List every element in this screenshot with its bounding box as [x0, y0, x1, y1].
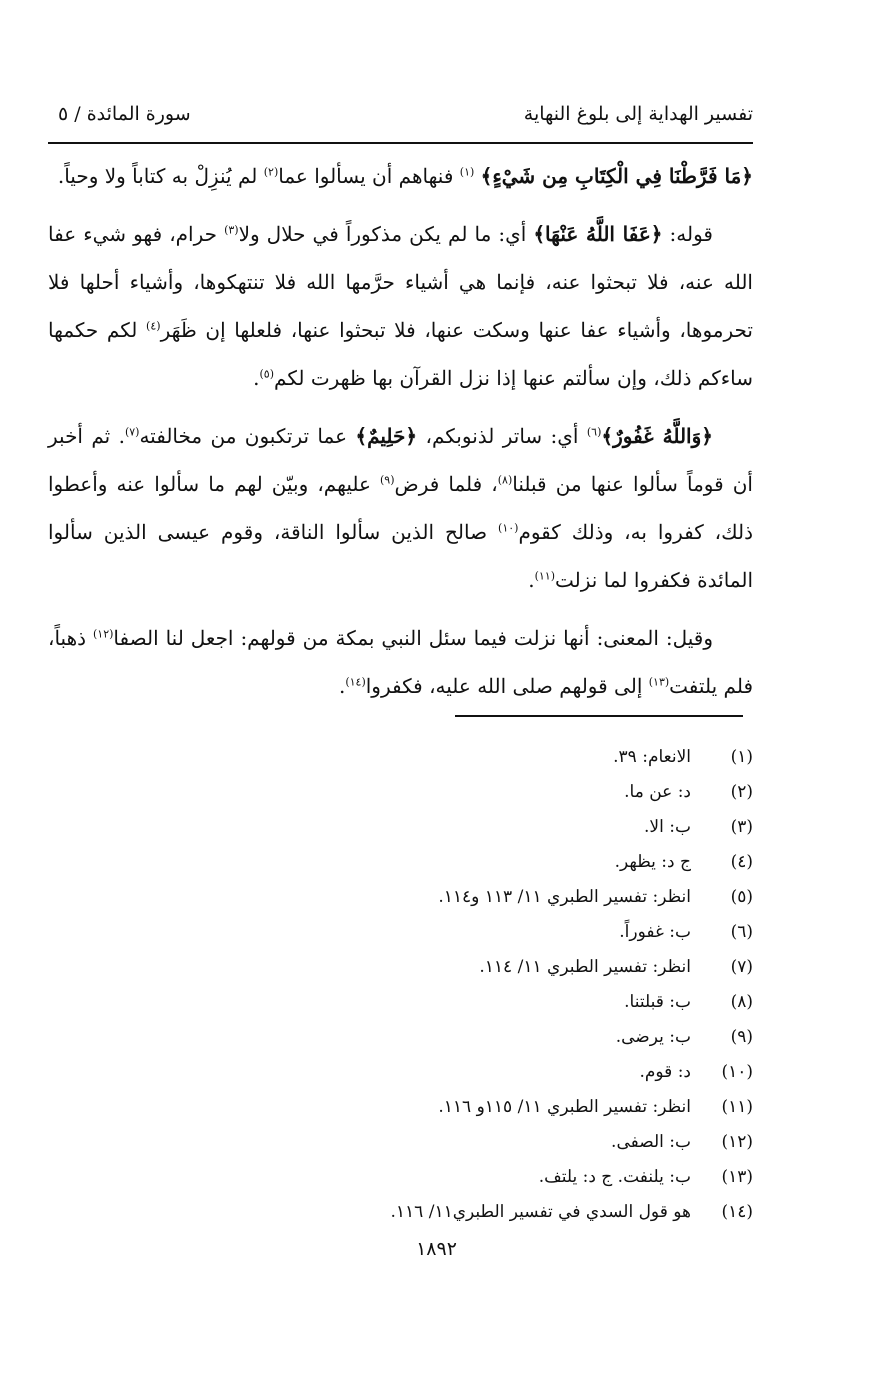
- footnote-marker: (١٣): [648, 675, 670, 689]
- book-title: تفسير الهداية إلى بلوغ النهاية: [523, 103, 753, 125]
- text-run: .: [253, 366, 260, 390]
- text-run: لكم حكمها ساءكم ذلك، وإن سألتم عنها إذا نزل القرآن بها ظهرت لكم: [48, 318, 753, 390]
- footnote-number: (٣): [730, 817, 753, 837]
- footnote-marker: (٤): [146, 319, 161, 333]
- footnote-item: [60, 1195, 753, 1230]
- footnote-text: انظر: تفسير الطبري ١١/ ١١٤.: [479, 957, 691, 977]
- footnote-text: انظر: تفسير الطبري ١١/ ١١٣ و١١٤.: [438, 887, 691, 907]
- footnote-number: (١٣): [721, 1167, 753, 1187]
- text-run: لم يُنزِلْ به كتاباً ولا وحياً.: [57, 164, 264, 188]
- footnote-number: (٤): [730, 852, 753, 872]
- text-run: وقيل: المعنى: أنها نزلت فيما سئل النبي بمكة من قولهم: اجعل لنا الصفا: [113, 626, 713, 650]
- footnote-marker: (١): [459, 165, 475, 179]
- footnote-text: الانعام: ٣٩.: [613, 747, 691, 767]
- footnote-item: [60, 740, 753, 775]
- text-run: قوله:: [662, 222, 713, 246]
- footnote-item: [60, 1020, 753, 1055]
- footnote-text: انظر: تفسير الطبري ١١/ ١١٥و ١١٦.: [438, 1097, 691, 1117]
- footnote-marker: (١١): [534, 569, 556, 583]
- footnote-item: [60, 810, 753, 845]
- footnote-item: [60, 775, 753, 810]
- footnote-text: ب: يلنفت. ج د: يلتف.: [538, 1167, 691, 1187]
- footnote-item: [60, 845, 753, 880]
- text-run: ، فلما فرض: [394, 472, 498, 496]
- footnote-marker: (٧): [124, 425, 140, 439]
- footnote-marker: (٢): [263, 165, 279, 179]
- footnote-item: [60, 1125, 753, 1160]
- footnote-divider: [455, 715, 743, 717]
- paragraph: [48, 412, 753, 604]
- text-run: .: [338, 674, 346, 698]
- footnote-text: ج د: يظهر.: [614, 852, 691, 872]
- footnote-number: (٥): [730, 887, 753, 907]
- footnote-number: (١١): [721, 1097, 753, 1117]
- text-run: . ثم أخبر أن قوماً سألوا عنها من قبلنا: [48, 424, 753, 496]
- running-header: [58, 96, 753, 132]
- quran-quote: ﴿عَفَا اللَّهُ عَنْهَا﴾: [533, 222, 663, 246]
- footnote-text: ب: قبلتنا.: [624, 992, 691, 1012]
- footnote-marker: (٩): [380, 473, 395, 487]
- surah-page-label: سورة المائدة / ٥: [58, 103, 191, 125]
- footnote-item: [60, 950, 753, 985]
- text-run: عليهم، وبيّن لهم ما سألوا عنه وأعطوا ذلك، كفروا به، وذلك كقوم: [48, 472, 753, 544]
- paragraph: [48, 210, 753, 402]
- text-run: أي: ساتر لذنوبكم،: [417, 424, 587, 448]
- footnote-marker: (١٤): [345, 675, 366, 689]
- footnote-item: [60, 915, 753, 950]
- text-run: إلى قولهم صلى الله عليه، فكفروا: [365, 674, 649, 698]
- text-run: ذهباً، فلم يلتفت: [48, 626, 753, 698]
- footnote-number: (٦): [730, 922, 753, 942]
- footnote-item: [60, 1090, 753, 1125]
- footnote-number: (٢): [730, 782, 753, 802]
- text-run: صالح الذين سألوا الناقة، وقوم عيسى الذين سألوا المائدة فكفروا لما نزلت: [48, 520, 753, 592]
- header-divider: [48, 142, 753, 144]
- footnote-marker: (١٠): [498, 521, 519, 535]
- footnote-text: ب: يرضى.: [615, 1027, 691, 1047]
- footnote-item: [60, 985, 753, 1020]
- footnote-text: ب: الصفى.: [611, 1132, 691, 1152]
- footnote-item: [60, 1055, 753, 1090]
- footnote-text: ب: الا.: [644, 817, 691, 837]
- footnote-marker: (٥): [259, 367, 275, 381]
- footnote-number: (٧): [730, 957, 753, 977]
- footnote-marker: (٦): [586, 425, 602, 439]
- paragraph: [48, 152, 753, 200]
- footnote-marker: (٨): [497, 473, 513, 487]
- quran-quote: ﴿حَلِيمٌ﴾: [355, 424, 418, 448]
- footnote-number: (١٢): [721, 1132, 753, 1152]
- footnotes-list: [60, 740, 753, 1230]
- text-run: فنهاهم أن يسألوا عما: [278, 164, 460, 188]
- quran-quote: ﴿مَا فَرَّطْنَا فِي الْكِتَابِ مِن شَيْءٍ﴾: [480, 164, 753, 188]
- quran-quote: ﴿وَاللَّهُ غَفُورٌ﴾: [601, 424, 713, 448]
- text-run: حرام، فهو شيء عفا الله عنه، فلا تبحثوا عنه، فإنما هي أشياء حرَّمها الله فلا تنتهكوها، وأشياء أحلها فلا تحرموها، وأشياء عفا عنها وسكت عنها، فلا تبحثوا عنها، فلعلها إن ظَهَر: [48, 222, 753, 342]
- footnote-number: (١٠): [721, 1062, 753, 1082]
- main-text: [48, 152, 753, 720]
- footnote-number: (٨): [730, 992, 753, 1012]
- footnote-text: هو قول السدي في تفسير الطبري١١/ ١١٦.: [390, 1202, 691, 1222]
- page-number: ١٨٩٢: [416, 1238, 457, 1260]
- text-run: أي: ما لم يكن مذكوراً في حلال ولا: [238, 222, 534, 246]
- footnote-marker: (٣): [224, 223, 239, 237]
- text-run: عما ترتكبون من مخالفته: [139, 424, 356, 448]
- footnote-item: [60, 1160, 753, 1195]
- footnote-item: [60, 880, 753, 915]
- text-run: .: [528, 568, 535, 592]
- footnote-text: د: قوم.: [639, 1062, 691, 1082]
- footnote-number: (١): [730, 747, 753, 767]
- footnote-text: ب: غفوراً.: [619, 922, 691, 942]
- footnote-number: (٩): [730, 1027, 753, 1047]
- paragraph: [48, 614, 753, 710]
- footnote-text: د: عن ما.: [624, 782, 691, 802]
- footnote-marker: (١٢): [93, 627, 114, 641]
- footnote-number: (١٤): [721, 1202, 753, 1222]
